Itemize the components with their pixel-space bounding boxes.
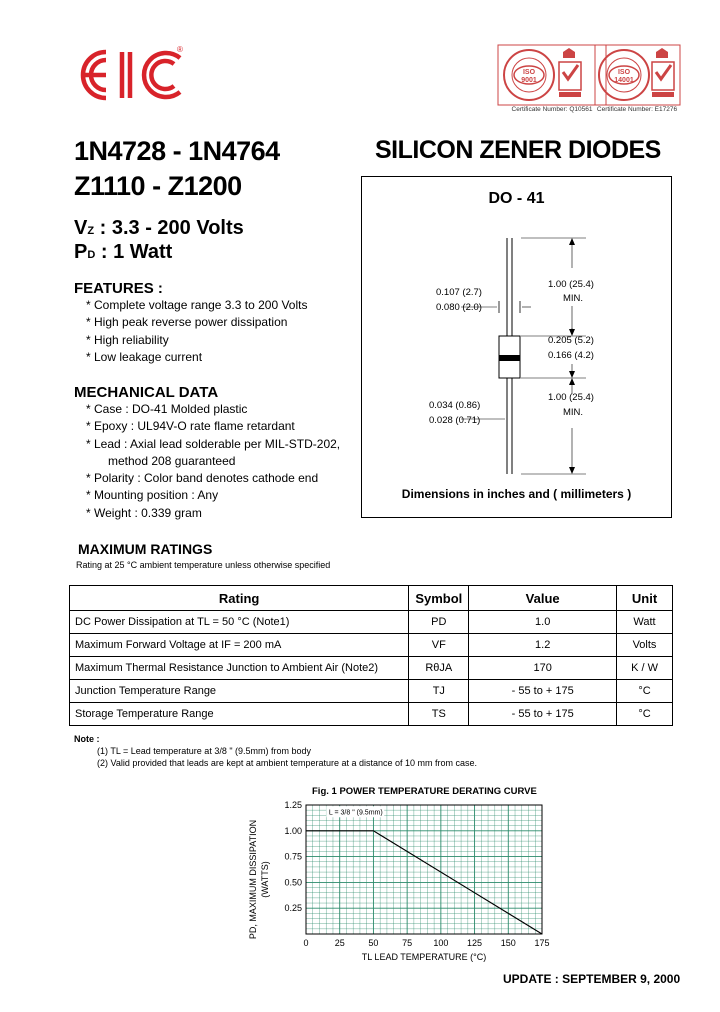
list-item: * Complete voltage range 3.3 to 200 Volts [86, 298, 308, 312]
vz-symbol: V [74, 217, 88, 239]
lead-length-top: 1.00 (25.4) [548, 279, 594, 290]
column-header: Rating [70, 586, 409, 611]
symbol-cell: TS [409, 703, 469, 726]
table-row [70, 657, 673, 680]
x-tick-label: 100 [433, 938, 449, 948]
unit-cell: Watt [617, 611, 673, 634]
y-axis-label: PD, MAXIMUM DISSIPATION [248, 819, 258, 940]
list-item: * Case : DO-41 Molded plastic [86, 402, 248, 416]
certificate-number: Certificate Number: E17276 [596, 106, 678, 113]
x-tick-label: 25 [334, 938, 345, 948]
registered-mark: ® [177, 45, 183, 54]
table-row [70, 611, 673, 634]
svg-text:9001: 9001 [521, 77, 537, 84]
pd-value: : 1 Watt [95, 241, 173, 263]
list-item: * Mounting position : Any [86, 488, 219, 503]
list-item: * Polarity : Color band denotes cathode end [86, 471, 319, 486]
column-header: Unit [617, 586, 673, 611]
x-tick-label: 175 [534, 938, 550, 948]
iso9001-badge-icon [497, 44, 607, 108]
symbol-cell: TJ [409, 680, 469, 703]
lead-length-bottom-min: MIN. [563, 407, 584, 418]
note-item: (1) TL = Lead temperature at 3/8 " (9.5mm) from body [97, 746, 312, 756]
ratings-table [69, 585, 673, 726]
list-item: method 208 guaranteed [108, 453, 236, 468]
y-tick-label: 0.75 [284, 851, 302, 862]
symbol-cell: PD [409, 611, 469, 634]
svg-text:14001: 14001 [614, 77, 634, 84]
table-row [70, 634, 673, 657]
y-tick-label: 0.50 [284, 877, 302, 888]
lead-dia-min: 0.080 (2.0) [436, 302, 482, 313]
unit-cell: °C [617, 703, 673, 726]
lead-length-top-min: MIN. [563, 293, 584, 304]
iso9001-certificate [497, 44, 607, 120]
value-cell: 1.0 [469, 611, 617, 634]
max-ratings-heading: MAXIMUM RATINGS [78, 541, 213, 557]
list-item: * Epoxy : UL94V-O rate flame retardant [86, 419, 295, 434]
update-date: UPDATE : SEPTEMBER 9, 2000 [503, 972, 681, 986]
rating-cell: DC Power Dissipation at TL = 50 °C (Note1) [70, 611, 409, 634]
rating-cell: Maximum Forward Voltage at IF = 200 mA [70, 634, 409, 657]
product-type-title: SILICON ZENER DIODES [375, 136, 661, 164]
y-axis-label: (WATTS) [260, 861, 270, 898]
mechanical-list [86, 401, 340, 522]
rating-cell: Junction Temperature Range [70, 680, 409, 703]
unit-cell: Volts [617, 634, 673, 657]
iso14001-certificate [594, 44, 704, 120]
table-row [70, 680, 673, 703]
pd-subscript: D [87, 249, 96, 261]
chart-annotation: L = 3/8 " (9.5mm) [328, 809, 383, 817]
symbol-cell: VF [409, 634, 469, 657]
mechanical-heading: MECHANICAL DATA [74, 384, 219, 401]
list-item: * Lead : Axial lead solderable per MIL-STD-202, [86, 436, 341, 451]
package-drawing [361, 176, 672, 518]
svg-text:ISO: ISO [522, 69, 536, 76]
package-caption: Dimensions in inches and ( millimeters ) [401, 487, 632, 501]
chart-title: Fig. 1 POWER TEMPERATURE DERATING CURVE [312, 786, 537, 797]
chart-plot-border [306, 805, 542, 934]
certificate-number: Certificate Number: Q10561 [511, 106, 593, 113]
notes-heading: Note : [74, 734, 100, 744]
body-length-max: 0.205 (5.2) [548, 335, 594, 346]
svg-text:ISO: ISO [617, 69, 631, 76]
rating-cell: Maximum Thermal Resistance Junction to Ambient Air (Note2) [70, 657, 409, 680]
max-ratings-note: Rating at 25 °C ambient temperature unless otherwise specified [76, 560, 331, 570]
rating-cell: Storage Temperature Range [70, 703, 409, 726]
vz-value: : 3.3 - 200 Volts [94, 217, 244, 239]
value-cell: - 55 to + 175 [469, 703, 617, 726]
x-axis-label: TL LEAD TEMPERATURE (°C) [361, 952, 487, 962]
body-length-min: 0.166 (4.2) [548, 350, 594, 361]
features-list [86, 297, 307, 366]
list-item: * Low leakage current [86, 349, 203, 364]
table-header-row [70, 586, 673, 611]
zener-voltage-spec [74, 217, 244, 240]
x-tick-label: 0 [303, 938, 309, 948]
vz-subscript: Z [87, 225, 95, 237]
note-item: (2) Valid provided that leads are kept at ambient temperature at a distance of 10 mm from case. [97, 758, 478, 768]
power-spec [74, 241, 172, 264]
pd-symbol: P [74, 241, 88, 263]
features-heading: FEATURES : [74, 280, 163, 297]
symbol-cell: RθJA [409, 657, 469, 680]
iso14001-badge-icon [594, 44, 704, 108]
company-logo [62, 40, 187, 108]
list-item: * High peak reverse power dissipation [86, 315, 288, 330]
y-tick-label: 0.25 [284, 903, 302, 914]
unit-cell: K / W [617, 657, 673, 680]
package-title: DO - 41 [488, 190, 545, 207]
list-item: * Weight : 0.339 gram [86, 505, 202, 520]
value-cell: 170 [469, 657, 617, 680]
unit-cell: °C [617, 680, 673, 703]
list-item: * High reliability [86, 332, 169, 347]
wire-dia-min: 0.028 (0.71) [429, 415, 481, 426]
y-tick-label: 1.00 [284, 825, 302, 836]
table-row [70, 703, 673, 726]
part-range-primary: 1N4728 - 1N4764 [74, 136, 280, 166]
wire-dia-max: 0.034 (0.86) [429, 400, 481, 411]
x-tick-label: 150 [500, 938, 516, 948]
value-cell: - 55 to + 175 [469, 680, 617, 703]
x-tick-label: 75 [402, 938, 413, 948]
x-tick-label: 50 [368, 938, 379, 948]
part-range-secondary: Z1110 - Z1200 [74, 171, 242, 201]
column-header: Symbol [409, 586, 469, 611]
column-header: Value [469, 586, 617, 611]
x-tick-label: 125 [467, 938, 483, 948]
value-cell: 1.2 [469, 634, 617, 657]
y-tick-label: 1.25 [284, 800, 302, 810]
lead-length-bottom: 1.00 (25.4) [548, 392, 594, 403]
derating-chart [240, 795, 560, 970]
lead-dia-max: 0.107 (2.7) [436, 287, 482, 298]
